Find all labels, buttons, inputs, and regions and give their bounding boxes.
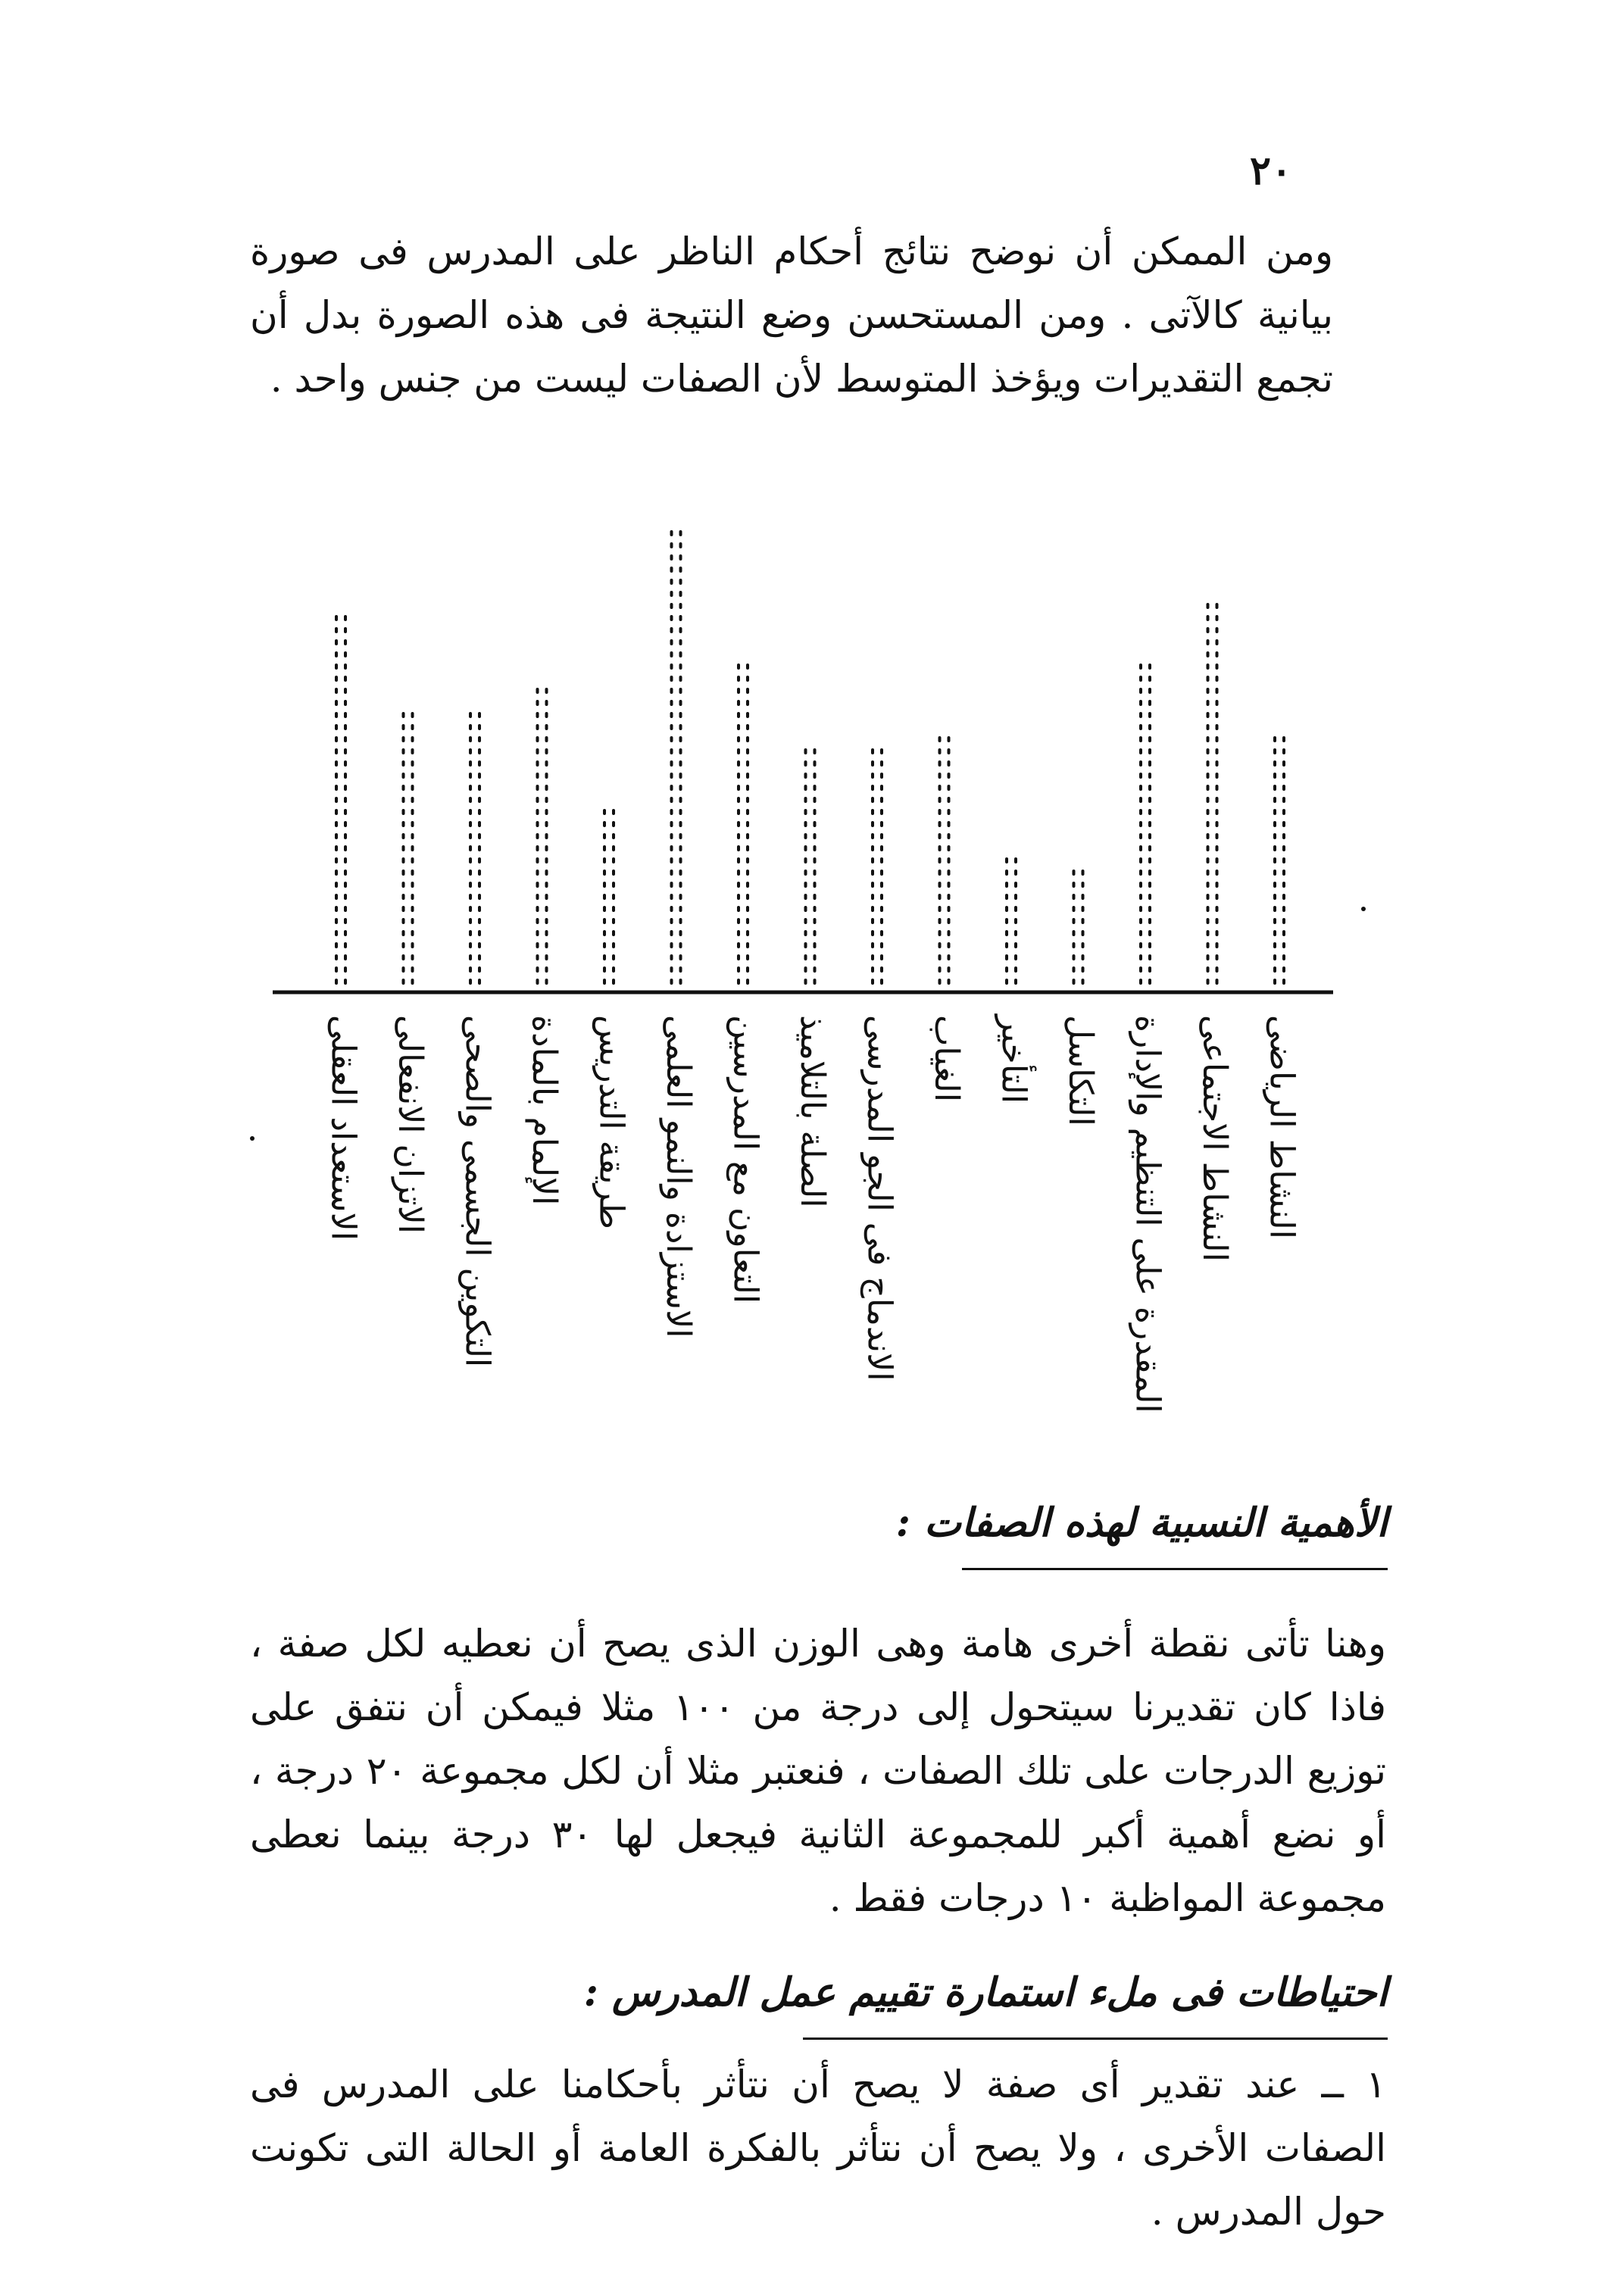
- chart-bar: [1007, 853, 1016, 983]
- chart-category-label: المقدرة على التنظيم والإدارة: [1128, 1015, 1167, 1413]
- chart-bar: [806, 743, 815, 983]
- chart-bar: [404, 714, 413, 983]
- dotted-bar-chart: [273, 439, 1394, 1439]
- page-number: ٢٠: [1250, 148, 1292, 194]
- chart-category-label: الاندماج فى الجو المدرسى: [860, 1015, 899, 1382]
- section-heading-relative-importance: الأهمية النسبية لهذه الصفات :: [895, 1500, 1388, 1546]
- precautions-paragraph: ١ ــ عند تقدير أى صفة لا يصح أن نتأثر بأحكامنا على المدرس فى الصفات الأخرى ، ولا يصح أن نتأثر بالفكرة العامة أو الحالة التى تكونت حول المدرس .: [250, 2062, 1386, 2234]
- chart-bar: [336, 614, 345, 983]
- chart-category-label: النشاط الاجتماعى: [1195, 1015, 1234, 1262]
- chart-bar: [604, 803, 614, 983]
- intro-paragraph: ومن الممكن أن نوضح نتائج أحكام الناظر على المدرس فى صورة بيانية كالآتى . ومن المستحسن وضع النتيجة فى هذه الصورة بدل أن تجمع التقديرات ويؤخذ المتوسط لأن الصفات ليست من جنس واحد .: [250, 230, 1333, 401]
- relative-importance-paragraph: وهنا تأتى نقطة أخرى هامة وهى الوزن الذى يصح أن نعطيه لكل صفة ، فاذا كان تقديرنا سيتحول إلى درجة من ١٠٠ مثلا فيمكن أن نتفق على توزيع الدرجات على تلك الصفات ، فنعتبر مثلا أن لكل مجموعة ٢٠ درجة ، أو نضع أهمية أكبر للمجموعة الثانية فيجعل لها ٣٠ درجة بينما نعطى مجموعة المواظبة ١٠ درجات فقط .: [250, 1622, 1386, 1920]
- chart-bar: [739, 664, 748, 983]
- chart-category-label: الإلمام بالمادة: [525, 1015, 564, 1206]
- chart-category-label: الاستزادة والنمو العلمى: [659, 1015, 698, 1338]
- section-heading-precautions: احتياطات فى ملء استمارة تقييم عمل المدرس :: [583, 1969, 1388, 2016]
- chart-category-label: الاستعداد العقلى: [323, 1015, 363, 1241]
- chart-category-label: الاتزان الانفعالى: [391, 1015, 429, 1234]
- chart-category-label: التعاون مع المدرسين: [726, 1015, 765, 1304]
- chart-stray-dot: [1361, 907, 1366, 911]
- chart-bar: [873, 743, 882, 983]
- chart-category-label: التكوين الجسمى والصحى: [458, 1015, 497, 1368]
- chart-bar: [470, 714, 479, 983]
- chart-category-label: التأخير: [994, 1015, 1033, 1104]
- chart-bar: [1074, 863, 1083, 983]
- chart-category-label: التكاسل: [1061, 1015, 1100, 1126]
- chart-bar: [538, 683, 547, 983]
- chart-svg: [273, 439, 1394, 1439]
- chart-bar: [672, 523, 681, 983]
- chart-category-label: النشاط الرياضى: [1262, 1015, 1301, 1239]
- chart-bar: [1141, 664, 1150, 983]
- chart-category-label: طريقة التدريس: [592, 1015, 631, 1229]
- chart-bar: [1208, 603, 1217, 983]
- chart-category-label: الصلة بالتلاميذ: [793, 1015, 832, 1208]
- stray-ink-mark: [250, 1136, 255, 1141]
- heading-underline: [803, 2038, 1388, 2040]
- heading-underline: [962, 1568, 1388, 1570]
- chart-bar: [940, 733, 949, 983]
- chart-category-label: الغياب: [927, 1015, 966, 1102]
- chart-bar: [1275, 733, 1284, 983]
